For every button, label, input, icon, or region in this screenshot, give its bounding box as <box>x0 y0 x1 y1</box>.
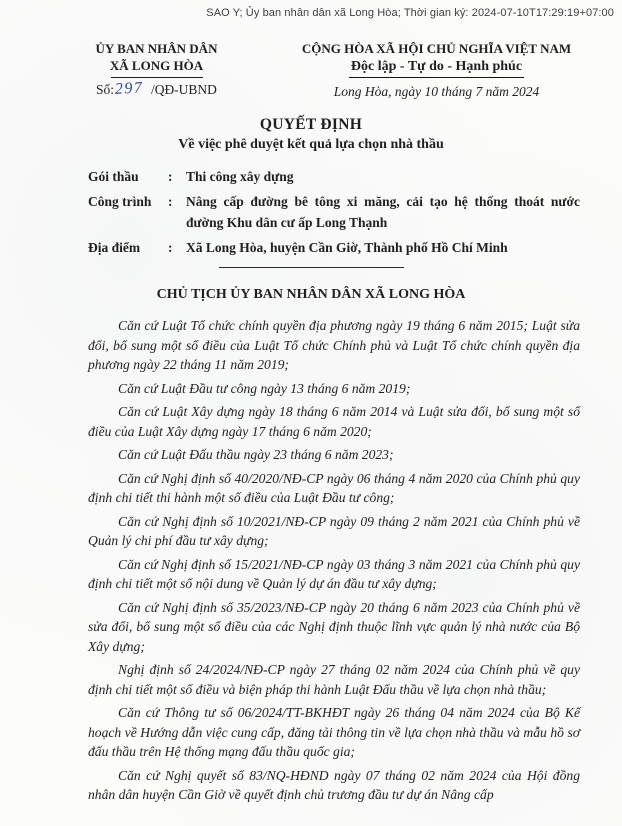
field-colon: : <box>168 240 173 255</box>
national-motto-line2: Độc lập - Tự do - Hạnh phúc <box>349 58 524 78</box>
field-colon: : <box>168 169 173 184</box>
field-label: Công trình <box>88 194 152 209</box>
decision-subtitle: Về việc phê duyệt kết quả lựa chọn nhà thầu <box>178 137 444 152</box>
doc-number <box>34 81 279 99</box>
summary-fields <box>88 166 580 258</box>
doc-number-handwritten: 297 <box>114 79 144 98</box>
document-header <box>0 40 622 100</box>
body-paragraph: Căn cứ Luật Xây dựng ngày 18 tháng 6 năm 2014 và Luật sửa đổi, bổ sung một số điều của Luật Xây dựng ngày 17 tháng 6 năm 2020; <box>88 404 580 439</box>
field-value: Nâng cấp đường bê tông xi măng, cải tạo hệ thống thoát nước đường Khu dân cư ấp Long Thạnh <box>186 194 580 230</box>
field-value: Xã Long Hòa, huyện Cần Giờ, Thành phố Hồ Chí Minh <box>186 240 508 255</box>
issuer-divider <box>111 77 203 78</box>
body-paragraph: Căn cứ Nghị định số 35/2023/NĐ-CP ngày 20 tháng 6 năm 2023 của Chính phủ về sửa đổi, bổ sung một số điều của các Nghị định thuộc lĩnh vực quản lý nhà nước của Bộ Xây dựng; <box>88 599 580 654</box>
body-paragraph: Căn cứ Nghị quyết số 83/NQ-HĐND ngày 07 tháng 02 năm 2024 của Hội đồng nhân dân huyện Cần Giờ về quyết định chủ trương đầu tư dự án Nâng cấp <box>88 767 580 802</box>
doc-number-prefix: Số: <box>96 82 115 97</box>
chairman-heading: CHỦ TỊCH ỦY BAN NHÂN DÂN XÃ LONG HÒA <box>156 287 466 302</box>
body-paragraph: Căn cứ Nghị định số 15/2021/NĐ-CP ngày 03 tháng 3 năm 2021 của Chính phủ quy định chi tiết một số nội dung về Quản lý dự án đầu tư xây dựng; <box>88 556 580 591</box>
issuer-block <box>34 40 279 100</box>
field-label: Địa điểm <box>88 240 141 255</box>
doc-number-suffix: /QĐ-UBND <box>150 82 217 97</box>
national-motto-line1: CỘNG HÒA XÃ HỘI CHỦ NGHĨA VIỆT NAM <box>301 41 572 56</box>
field-value: Thi công xây dựng <box>186 169 294 184</box>
issuer-name-line1: ỦY BAN NHÂN DÂN <box>95 41 218 56</box>
section-divider <box>219 267 404 268</box>
field-row-dia-diem <box>88 237 580 258</box>
national-motto-block <box>279 40 594 100</box>
body-paragraph: Nghị định số 24/2024/NĐ-CP ngày 27 tháng 02 năm 2024 của Chính phủ về quy định chi tiết một số điều và biện pháp thi hành Luật Đấu thầu về lựa chọn nhà thầu; <box>88 662 580 697</box>
field-row-cong-trinh <box>88 191 580 233</box>
place-date-line: Long Hòa, ngày 10 tháng 7 năm 2024 <box>333 84 540 99</box>
body-paragraph: Căn cứ Nghị định số 10/2021/NĐ-CP ngày 09 tháng 2 năm 2021 của Chính phủ về Quản lý chi phí đầu tư xây dựng; <box>88 513 580 548</box>
digital-signature-certification-line: SAO Y; Ủy ban nhân dân xã Long Hòa; Thời gian ký: 2024-07-10T17:29:19+07:00 <box>206 7 614 19</box>
body-paragraph: Căn cứ Luật Tổ chức chính quyền địa phương ngày 19 tháng 6 năm 2015; Luật sửa đổi, bổ sung một số điều của Luật Tổ chức Chính phủ và Luật Tổ chức chính quyền địa phương ngày 22 tháng 11 năm 2019; <box>88 318 580 372</box>
body-paragraph: Căn cứ Luật Đấu thầu ngày 23 tháng 6 năm 2023; <box>118 447 394 462</box>
field-row-goi-thau <box>88 166 580 187</box>
decision-title-block <box>0 116 622 153</box>
body-paragraph: Căn cứ Thông tư số 06/2024/TT-BKHĐT ngày 26 tháng 04 năm 2024 của Bộ Kế hoạch về Hướng dẫn việc cung cấp, đăng tải thông tin về lựa chọn nhà thầu và mẫu hồ sơ đấu thầu trên Hệ thống mạng đấu thầu quốc gia; <box>88 705 580 759</box>
field-label: Gói thầu <box>88 169 139 184</box>
decision-title: QUYẾT ĐỊNH <box>259 116 363 133</box>
issuer-name-line2: XÃ LONG HÒA <box>109 58 204 73</box>
field-colon: : <box>168 194 173 209</box>
body-paragraph: Căn cứ Luật Đầu tư công ngày 13 tháng 6 năm 2019; <box>118 380 411 396</box>
document-body <box>88 316 580 805</box>
body-paragraph: Căn cứ Nghị định số 40/2020/NĐ-CP ngày 06 tháng 4 năm 2020 của Chính phủ quy định chi tiết thi hành một số điều của Luật Đầu tư công; <box>88 470 580 505</box>
